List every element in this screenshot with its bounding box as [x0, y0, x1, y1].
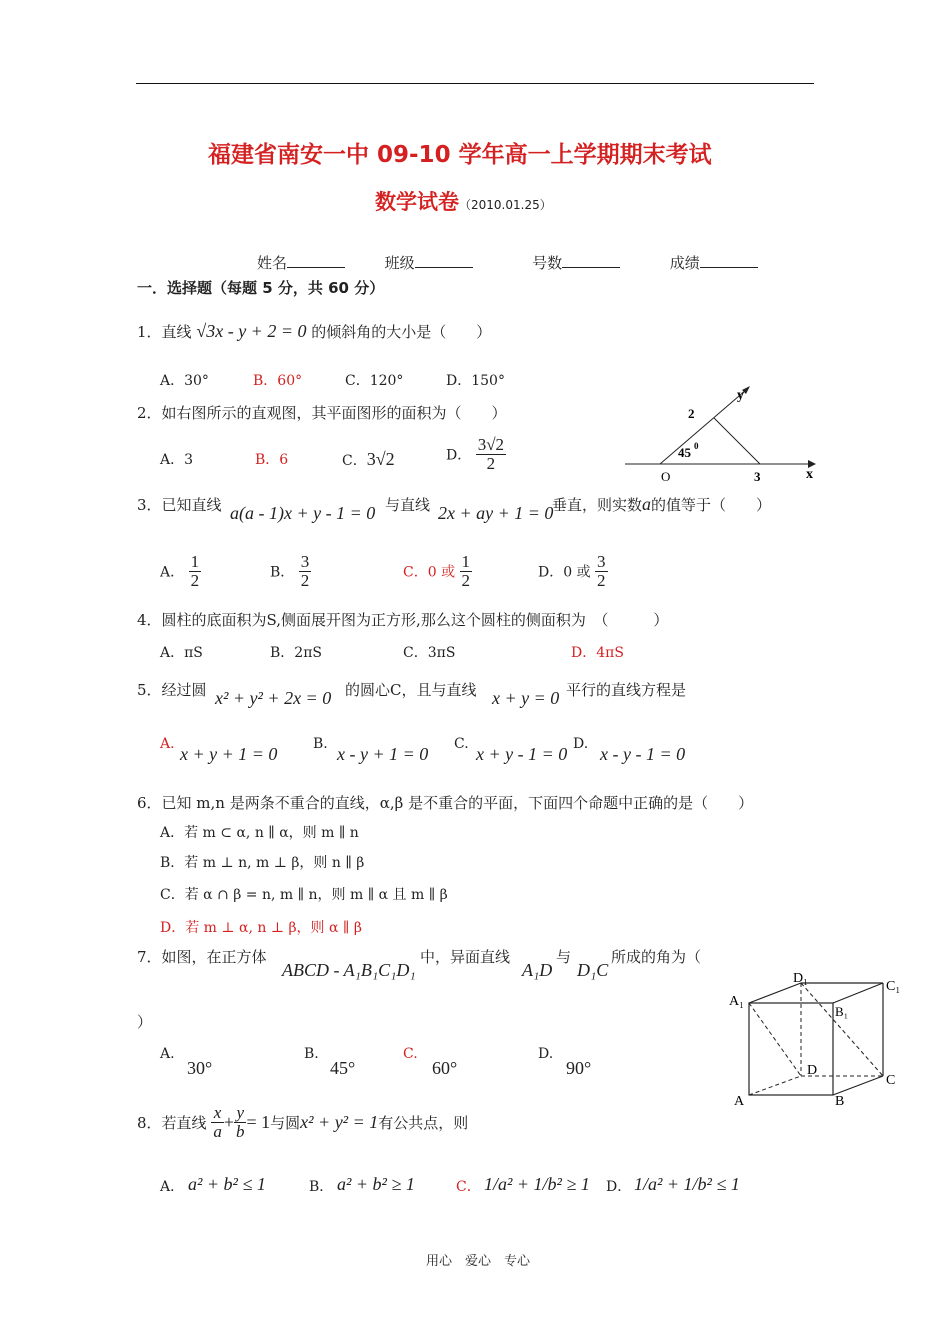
question-1 [137, 321, 491, 342]
q3-c-label: C．0 或 [403, 564, 456, 581]
fig-angle-label: 45 [678, 445, 691, 460]
q4-option-c: C．3πS [403, 645, 456, 661]
q3-a-numerator: 1 [190, 552, 200, 571]
q2-c-label: C． [342, 453, 367, 469]
score-field[interactable] [700, 253, 758, 268]
q8-option-c: 1/a² + 1/b² ≥ 1 [484, 1174, 590, 1194]
q3-tail [552, 494, 771, 515]
q1-prefix: 1．直线 [137, 323, 192, 341]
q8-mid: 与圆 [270, 1114, 301, 1132]
cube-hidden-ad [749, 1076, 801, 1095]
q8-option-b: a² + b² ≥ 1 [337, 1174, 415, 1194]
student-info [257, 252, 758, 273]
q3-variable: a [642, 494, 652, 514]
q8-b-label: B． [309, 1179, 334, 1195]
q8-c-label: C． [456, 1179, 481, 1195]
q5-circle-equation: x² + y² + 2x = 0 [215, 688, 332, 708]
q3-option-b [270, 553, 311, 590]
q3-line1-equation: a(a - 1)x + y - 1 = 0 [230, 503, 376, 523]
q8-frac1-den: a [213, 1122, 222, 1141]
q3-option-a [160, 553, 201, 590]
q5-c-label: C. [454, 736, 469, 752]
q7-mid2: 与 [556, 948, 572, 966]
q2-d-numerator: 3√2 [477, 435, 505, 454]
q8-frac2 [234, 1104, 247, 1141]
q3-option-c [403, 553, 472, 590]
q6-option-a: A．若 m ⊂ α, n ∥ α，则 m ∥ n [160, 825, 359, 841]
q8-frac2-den: b [235, 1122, 245, 1141]
q3-b-denominator: 2 [300, 571, 310, 590]
q8-plus: + [223, 1112, 234, 1132]
y-axis-line [660, 390, 746, 464]
q7-cube-name: ABCD - A₁B₁C₁D₁ [282, 960, 416, 980]
fig-label-2: 2 [688, 406, 695, 421]
cube-label-b1: B₁ [835, 1004, 849, 1019]
exam-date: （2010.01.25） [459, 198, 552, 212]
q1-equation: √3x - y + 2 = 0 [196, 321, 307, 341]
q7-a-label: A. [160, 1046, 175, 1062]
fig-x-label: x [806, 467, 813, 482]
q8-a-label: A． [160, 1179, 185, 1195]
fig-origin-label: O [661, 469, 671, 484]
q5-line-equation: x + y = 0 [492, 688, 560, 708]
fig-label-3: 3 [754, 469, 761, 484]
q4-option-a: A．πS [160, 645, 203, 661]
q5-option-b: x - y + 1 = 0 [337, 744, 429, 764]
question-3 [137, 494, 222, 515]
q8-circle: x² + y² = 1 [300, 1112, 379, 1132]
score-label: 成绩 [669, 254, 700, 272]
q5-b-label: B. [313, 736, 328, 752]
q7-c-label: C. [403, 1046, 418, 1062]
q8-option-d: 1/a² + 1/b² ≤ 1 [634, 1174, 740, 1194]
q7-tail: 所成的角为（ [611, 948, 702, 966]
q7-d-label: D. [538, 1046, 554, 1062]
cube-label-d1: D₁ [793, 971, 808, 986]
q8-frac1-num: x [211, 1104, 224, 1123]
subtitle-line [375, 186, 552, 216]
question-4: 4．圆柱的底面积为S,侧面展开图为正方形,那么这个圆柱的侧面积为 （ ） [137, 611, 669, 629]
page-footer: 用心 爱心 专心 [426, 1254, 531, 1269]
cube-edge-b1c1 [833, 983, 883, 1003]
q3-prefix: 3．已知直线 [137, 496, 222, 514]
q3-a-fraction [189, 553, 202, 590]
question-2: 2．如右图所示的直观图，其平面图形的面积为（ ） [137, 404, 507, 422]
q3-a-label: A． [160, 564, 185, 581]
q7-line1: A₁D [522, 960, 553, 980]
page-subtitle: 数学试卷 [375, 190, 459, 214]
q6-option-c: C．若 α ∩ β = n, m ∥ n，则 m ∥ α 且 m ∥ β [160, 887, 448, 903]
q3-d-denominator: 2 [597, 571, 606, 590]
q2-d-denominator: 2 [486, 454, 496, 473]
q7-b-label: B. [304, 1046, 319, 1062]
q3-c-fraction [460, 553, 473, 590]
fig-y-label: y [737, 388, 744, 403]
q1-option-b: B．60° [253, 373, 303, 389]
q5-d-label: D. [573, 736, 589, 752]
name-label: 姓名 [257, 254, 288, 272]
q3-b-numerator: 3 [300, 552, 310, 571]
class-field[interactable] [415, 253, 473, 268]
q5-option-d: x - y - 1 = 0 [600, 744, 686, 764]
fig-degree-mark: 0 [694, 441, 699, 451]
q4-option-b: B．2πS [270, 645, 322, 661]
q7-prefix: 7．如图，在正方体 [137, 948, 267, 966]
q3-line2-equation: 2x + ay + 1 = 0 [438, 503, 554, 523]
cube-diagonal-a1d [749, 1003, 801, 1076]
q3-d-numerator: 3 [597, 552, 606, 571]
q2-option-c [342, 449, 395, 470]
q8-option-a: a² + b² ≤ 1 [188, 1174, 266, 1194]
q8-frac2-num: y [234, 1104, 247, 1123]
q2-option-d [446, 436, 506, 473]
q3-tail-a: 垂直，则实数 [552, 496, 643, 514]
q3-d-fraction [595, 553, 608, 590]
name-field[interactable] [287, 253, 345, 268]
triangle-side [714, 418, 760, 464]
q7-mid1: 中，异面直线 [420, 948, 511, 966]
oblique-view-figure [620, 380, 820, 490]
question-8 [137, 1104, 468, 1141]
q8-frac1 [211, 1104, 224, 1141]
q4-option-d: D．4πS [571, 645, 624, 661]
q5-prefix: 5．经过圆 [137, 681, 207, 699]
cube-label-b: B [835, 1094, 845, 1109]
q3-tail-b: 的值等于（ ） [651, 496, 772, 514]
q5-mid: 的圆心C，且与直线 [345, 681, 477, 699]
q7-line2: D₁C [577, 960, 609, 980]
cube-front-face [749, 1003, 833, 1095]
cube-label-a1: A₁ [729, 994, 744, 1009]
q3-option-d [538, 553, 608, 590]
cube-label-a: A [734, 1094, 745, 1109]
q7-option-b: 45° [330, 1058, 356, 1078]
q6-option-b: B．若 m ⊥ n, m ⊥ β，则 n ∥ β [160, 855, 365, 871]
number-label: 号数 [532, 254, 563, 272]
q8-prefix: 8．若直线 [137, 1114, 207, 1132]
q3-b-fraction [299, 553, 312, 590]
q1-option-d: D．150° [446, 373, 505, 389]
q5-a-label: A. [160, 736, 175, 752]
cube-label-c1: C₁ [886, 979, 901, 994]
q6-option-d: D．若 m ⊥ α, n ⊥ β，则 α ∥ β [160, 920, 362, 936]
question-6: 6．已知 m,n 是两条不重合的直线，α,β 是不重合的平面，下面四个命题中正确的是（ ） [137, 794, 754, 812]
q8-tail: 有公共点，则 [378, 1114, 469, 1132]
q2-d-label: D． [446, 447, 472, 464]
section-heading: 一．选择题（每题 5 分，共 60 分） [137, 279, 385, 297]
cube-label-d: D [807, 1063, 818, 1078]
q2-option-a: A．3 [160, 452, 194, 468]
q2-d-fraction [476, 436, 506, 473]
header-rule [136, 83, 814, 84]
cube-label-c: C [886, 1073, 896, 1088]
class-label: 班级 [384, 254, 415, 272]
q2-c-value: 3√2 [366, 449, 395, 469]
q7-option-d: 90° [566, 1058, 592, 1078]
q2-option-b: B．6 [255, 452, 289, 468]
q8-d-label: D． [606, 1179, 632, 1195]
q3-c-denominator: 2 [461, 571, 471, 590]
number-field[interactable] [562, 253, 620, 268]
q3-b-label: B． [270, 564, 295, 581]
q7-option-c: 60° [432, 1058, 458, 1078]
cube-edge-bc [833, 1076, 883, 1095]
q8-equals: = 1 [246, 1112, 271, 1132]
q3-c-numerator: 1 [461, 552, 471, 571]
q1-option-c: C．120° [345, 373, 404, 389]
q5-option-a: x + y + 1 = 0 [180, 744, 278, 764]
q5-tail: 平行的直线方程是 [566, 681, 687, 699]
q7-option-a: 30° [187, 1058, 213, 1078]
q3-mid-text: 与直线 [385, 496, 431, 514]
cube-edge-a1d1 [749, 983, 801, 1003]
q5-option-c: x + y - 1 = 0 [476, 744, 568, 764]
q3-d-label: D．0 或 [538, 564, 591, 581]
page-title: 福建省南安一中 09-10 学年高一上学期期末考试 [208, 142, 712, 168]
cube-figure [725, 968, 915, 1113]
q3-a-denominator: 2 [190, 571, 200, 590]
q1-suffix: 的倾斜角的大小是（ ） [311, 323, 492, 341]
q1-option-a: A．30° [160, 373, 209, 389]
q7-close-paren: ） [137, 1013, 153, 1031]
